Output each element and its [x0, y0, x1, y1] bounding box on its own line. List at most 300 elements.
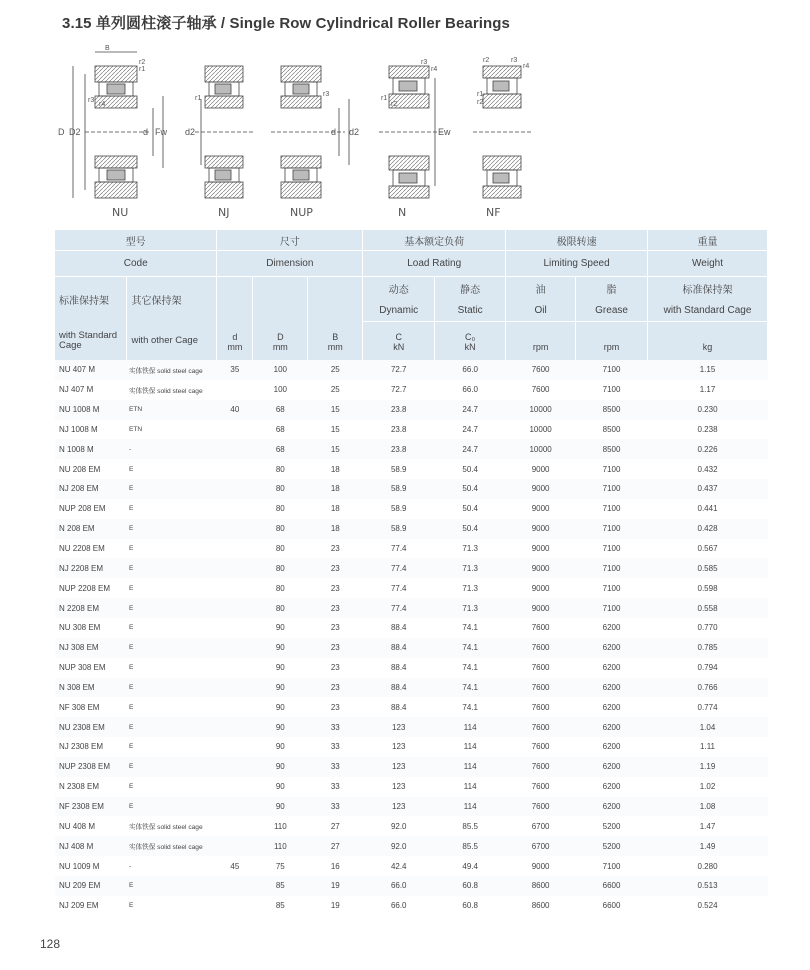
cell-B: 18	[330, 464, 340, 474]
cell-code: NU 2208 EM	[59, 544, 105, 554]
cell-C: 77.4	[363, 558, 435, 578]
header-load-en: Load Rating	[363, 251, 506, 277]
cell-oil-speed: 6700	[506, 836, 576, 856]
cell-D: 110	[253, 836, 308, 856]
cell-B: 33	[308, 757, 363, 777]
cell-other-cage: -	[128, 862, 132, 870]
cell-B: 23	[330, 702, 340, 712]
table-row	[55, 499, 768, 519]
cell-C: 23.8	[363, 400, 435, 420]
cell-D: 90	[253, 757, 308, 777]
cell-C: 88.4	[390, 702, 407, 712]
cell-other-cage: E	[128, 545, 134, 553]
table-row	[55, 896, 768, 916]
cell-weight: 0.558	[648, 598, 768, 618]
cell-d	[217, 678, 253, 698]
cell-B: 23	[308, 558, 363, 578]
cell-other-cage: E	[127, 757, 217, 777]
cell-oil-speed: 7600	[531, 742, 550, 752]
cell-C: 66.0	[390, 901, 407, 911]
cell-other-cage: 实体铁保 solid steel cage	[128, 824, 203, 832]
cell-grease-speed: 5200	[576, 836, 648, 856]
cell-other-cage: ETN	[128, 425, 143, 433]
header-speed-en: Limiting Speed	[506, 251, 648, 277]
cell-C: 92.0	[363, 836, 435, 856]
cell-weight: 1.02	[699, 782, 716, 792]
nf-dim-r1: r1	[477, 91, 484, 98]
cell-oil-speed: 9000	[531, 861, 550, 871]
drawing-label-nup: NUP	[290, 206, 313, 219]
cell-other-cage: E	[127, 598, 217, 618]
unit-weight: kg	[648, 342, 768, 360]
cell-d	[217, 598, 253, 618]
cell-C0: 114	[435, 717, 506, 737]
cell-d	[217, 638, 253, 658]
nf-dim-r3: r3	[511, 57, 518, 64]
cell-weight: 1.15	[648, 360, 768, 380]
table-row	[55, 797, 768, 817]
cell-B: 33	[330, 742, 340, 752]
header-model-en: Code	[55, 251, 217, 277]
table-row	[55, 678, 768, 698]
cell-C0: 24.7	[435, 400, 506, 420]
cell-oil-speed: 9000	[506, 519, 576, 539]
cell-D: 80	[275, 464, 285, 474]
cell-B: 19	[330, 901, 340, 911]
cell-B: 18	[308, 519, 363, 539]
n-dim-r4: r4	[431, 66, 438, 73]
dim-label-r1: r1	[139, 66, 146, 73]
cell-grease-speed: 7100	[576, 479, 648, 499]
cell-d	[217, 420, 253, 440]
cell-B: 33	[330, 782, 340, 792]
n-dim-ew: Ew	[438, 127, 451, 137]
cell-C: 42.4	[390, 861, 407, 871]
cell-weight: 0.770	[697, 623, 718, 633]
dim-label-d: d	[143, 127, 149, 137]
header-weight-std-zh: 标准保持架	[648, 277, 768, 300]
symbol-d: d	[217, 322, 253, 343]
cell-d	[217, 618, 253, 638]
cell-D: 85	[275, 901, 285, 911]
n-dim-r2: r2	[391, 101, 398, 108]
cell-other-cage: -	[127, 439, 217, 459]
cell-d	[217, 439, 253, 459]
cell-d	[217, 797, 253, 817]
cell-D: 80	[253, 598, 308, 618]
cell-code: NUP 2208 EM	[59, 583, 110, 593]
cell-C0: 74.1	[435, 638, 506, 658]
cell-grease-speed: 6200	[602, 623, 621, 633]
cell-weight: 1.17	[699, 385, 716, 395]
cell-C0: 74.1	[435, 678, 506, 698]
cell-D: 80	[253, 558, 308, 578]
cell-C: 23.8	[390, 424, 407, 434]
cell-oil-speed: 8600	[531, 901, 550, 911]
cell-other-cage: E	[127, 678, 217, 698]
nf-dim-r4: r4	[523, 63, 530, 70]
cell-C0: 24.7	[435, 439, 506, 459]
nf-drawing	[473, 66, 533, 198]
header-other-cage-en: with other Cage	[127, 322, 217, 361]
cell-D: 90	[275, 663, 285, 673]
table-row	[55, 519, 768, 539]
header-weight-std-en: with Standard Cage	[648, 299, 768, 322]
cell-oil-speed: 7600	[506, 638, 576, 658]
cell-other-cage: 实体铁保 solid steel cage	[128, 387, 203, 395]
cell-oil-speed: 7600	[531, 623, 550, 633]
cell-other-cage: E	[128, 664, 134, 672]
nup-drawing	[271, 66, 349, 198]
cell-oil-speed: 9000	[531, 544, 550, 554]
header-std-cage-en: with Standard Cage	[55, 322, 127, 361]
cell-grease-speed: 6200	[602, 663, 621, 673]
cell-other-cage: E	[127, 519, 217, 539]
cell-D: 90	[275, 742, 285, 752]
unit-C0: kN	[435, 342, 506, 360]
cell-D: 100	[253, 360, 308, 380]
table-row	[55, 539, 768, 559]
cell-C0: 114	[463, 782, 477, 792]
cell-D: 80	[275, 504, 285, 514]
cell-weight: 0.280	[697, 861, 718, 871]
cell-B: 23	[308, 678, 363, 698]
cell-code: NUP 208 EM	[59, 504, 106, 514]
cell-B: 23	[330, 544, 340, 554]
n-dim-r1: r1	[381, 95, 388, 102]
unit-oil: rpm	[506, 342, 576, 360]
table-row	[55, 717, 768, 737]
cell-C: 123	[363, 757, 435, 777]
nj-dim-r1: r1	[195, 95, 202, 102]
cell-B: 18	[330, 504, 340, 514]
cell-code: NJ 209 EM	[59, 901, 99, 911]
table-row	[55, 777, 768, 797]
cell-code: NF 308 EM	[59, 702, 100, 712]
cell-oil-speed: 10000	[529, 424, 552, 434]
cell-C: 77.4	[363, 598, 435, 618]
drawing-label-nf: NF	[486, 206, 501, 219]
cell-C: 92.0	[390, 821, 407, 831]
cell-d	[217, 558, 253, 578]
table-row	[55, 757, 768, 777]
table-row	[55, 360, 768, 380]
table-row	[55, 400, 768, 420]
dim-label-r4: r4	[99, 101, 106, 108]
cell-D: 90	[253, 678, 308, 698]
drawing-label-nu: NU	[112, 206, 129, 219]
cell-weight: 0.226	[648, 439, 768, 459]
cell-weight: 1.19	[648, 757, 768, 777]
dim-label-fw: Fw	[155, 127, 167, 137]
cell-code: N 2208 EM	[55, 598, 127, 618]
dim-label-b: B	[105, 45, 110, 52]
cell-grease-speed: 6600	[602, 901, 621, 911]
page-title: 3.15 单列圆柱滚子轴承 / Single Row Cylindrical Roller Bearings	[62, 15, 510, 32]
cell-oil-speed: 9000	[531, 583, 550, 593]
symbol-C0: C₀	[435, 322, 506, 343]
cell-C0: 114	[435, 757, 506, 777]
cell-B: 27	[330, 821, 340, 831]
cell-C0: 114	[463, 742, 477, 752]
cell-C: 88.4	[363, 638, 435, 658]
header-static-zh: 静态	[435, 277, 506, 300]
cell-grease-speed: 6200	[576, 717, 648, 737]
unit-B: mm	[308, 342, 363, 360]
cell-C0: 60.8	[435, 876, 506, 896]
bearing-drawings	[55, 44, 575, 229]
cell-other-cage: E	[127, 876, 217, 896]
cell-weight: 1.47	[699, 821, 716, 831]
cell-C0: 85.5	[462, 821, 478, 831]
cell-B: 15	[308, 400, 363, 420]
cell-oil-speed: 7600	[506, 757, 576, 777]
cell-C: 23.8	[363, 439, 435, 459]
cell-other-cage: ETN	[127, 400, 217, 420]
table-row	[55, 816, 768, 836]
cell-weight: 1.49	[648, 836, 768, 856]
table-row	[55, 420, 768, 440]
table-row	[55, 618, 768, 638]
cell-oil-speed: 9000	[531, 464, 550, 474]
cell-C0: 66.0	[435, 360, 506, 380]
cell-weight: 1.11	[700, 742, 715, 752]
header-grease-zh: 脂	[576, 277, 648, 300]
unit-C: kN	[363, 342, 435, 360]
cell-d	[217, 816, 253, 836]
cell-oil-speed: 9000	[506, 479, 576, 499]
cell-D: 80	[253, 519, 308, 539]
cell-d	[217, 578, 253, 598]
table-row	[55, 836, 768, 856]
cell-weight: 0.774	[697, 702, 718, 712]
cell-weight: 0.238	[697, 424, 718, 434]
cell-d	[217, 519, 253, 539]
cell-B: 15	[308, 439, 363, 459]
cell-C: 88.4	[390, 623, 407, 633]
cell-oil-speed: 7600	[531, 385, 550, 395]
cell-d	[217, 539, 253, 559]
drawing-label-nj: NJ	[218, 206, 230, 219]
cell-code: NF 2308 EM	[55, 797, 127, 817]
cell-d: 45	[230, 861, 240, 871]
cell-oil-speed: 7600	[506, 797, 576, 817]
cell-weight: 0.585	[648, 558, 768, 578]
cell-C: 58.9	[390, 504, 407, 514]
cell-d	[217, 876, 253, 896]
cell-d	[217, 896, 253, 916]
cell-grease-speed: 6200	[602, 702, 621, 712]
cell-other-cage: E	[127, 797, 217, 817]
cell-weight: 0.785	[648, 638, 768, 658]
nup-dim-r3: r3	[323, 91, 330, 98]
cell-other-cage: E	[127, 638, 217, 658]
cell-C: 77.4	[390, 583, 407, 593]
cell-weight: 0.428	[648, 519, 768, 539]
cell-C0: 71.3	[435, 598, 506, 618]
cell-C: 66.0	[363, 876, 435, 896]
cell-weight: 0.437	[648, 479, 768, 499]
cell-code: N 2308 EM	[59, 782, 100, 792]
header-speed-zh: 极限转速	[506, 230, 648, 251]
cell-D: 80	[275, 583, 285, 593]
table-body	[55, 360, 768, 916]
cell-oil-speed: 10000	[506, 400, 576, 420]
cell-oil-speed: 7600	[531, 663, 550, 673]
cell-code: NU 408 M	[59, 821, 96, 831]
cell-B: 33	[308, 717, 363, 737]
cell-C: 123	[363, 797, 435, 817]
cell-B: 23	[330, 623, 340, 633]
cell-B: 16	[330, 861, 340, 871]
cell-B: 23	[330, 663, 340, 673]
cell-weight: 0.524	[697, 901, 718, 911]
table-row	[55, 578, 768, 598]
cell-grease-speed: 6200	[602, 742, 621, 752]
n-dim-r3: r3	[421, 59, 428, 66]
header-grease-en: Grease	[576, 299, 648, 322]
nup-dim-d2: d2	[349, 127, 360, 137]
unit-d: mm	[217, 342, 253, 360]
cell-d	[217, 459, 253, 479]
cell-other-cage: 实体铁保 solid steel cage	[127, 360, 217, 380]
cell-weight: 0.598	[697, 583, 718, 593]
cell-code: N 208 EM	[55, 519, 127, 539]
cell-C0: 74.1	[462, 663, 478, 673]
nj-drawing	[195, 66, 253, 198]
cell-D: 75	[275, 861, 285, 871]
cell-grease-speed: 6200	[576, 678, 648, 698]
cell-other-cage: E	[127, 717, 217, 737]
cell-oil-speed: 9000	[531, 504, 550, 514]
dim-label-d-outer: D	[58, 127, 65, 137]
table-row	[55, 658, 768, 678]
cell-code: NU 1009 M	[59, 861, 100, 871]
cell-C0: 74.1	[462, 623, 478, 633]
cell-code: NUP 308 EM	[59, 663, 106, 673]
cell-D: 90	[253, 717, 308, 737]
n-drawing	[379, 66, 445, 198]
page-number: 128	[40, 937, 61, 951]
table-row	[55, 856, 768, 876]
cell-B: 33	[308, 797, 363, 817]
table-row	[55, 459, 768, 479]
cell-weight: 0.441	[697, 504, 718, 514]
cell-other-cage: E	[128, 902, 134, 910]
table-row	[55, 479, 768, 499]
table-row	[55, 876, 768, 896]
cell-C0: 50.4	[462, 464, 478, 474]
table-row	[55, 439, 768, 459]
cell-C0: 71.3	[462, 583, 478, 593]
cell-C0: 24.7	[462, 424, 478, 434]
cell-C: 77.4	[390, 544, 407, 554]
cell-weight: 0.230	[648, 400, 768, 420]
cell-C: 58.9	[390, 464, 407, 474]
cell-code: NJ 2308 EM	[59, 742, 104, 752]
symbol-C: C	[363, 322, 435, 343]
cell-code: N 308 EM	[55, 678, 127, 698]
table-row	[55, 598, 768, 618]
cell-code: NJ 208 EM	[55, 479, 127, 499]
cell-code: NJ 2208 EM	[55, 558, 127, 578]
header-model-zh: 型号	[55, 230, 217, 251]
cell-d	[217, 836, 253, 856]
cell-code: NU 407 M	[55, 360, 127, 380]
header-static-en: Static	[435, 299, 506, 322]
cell-d: 40	[217, 400, 253, 420]
cell-C0: 49.4	[462, 861, 478, 871]
cell-code: NU 1008 M	[55, 400, 127, 420]
cell-C: 58.9	[363, 479, 435, 499]
table-row	[55, 737, 768, 757]
cell-other-cage: E	[127, 558, 217, 578]
cell-oil-speed: 7600	[506, 678, 576, 698]
cell-D: 90	[275, 782, 285, 792]
cell-C: 123	[392, 782, 406, 792]
cell-grease-speed: 6200	[602, 782, 621, 792]
cell-d	[217, 479, 253, 499]
header-dimension-en: Dimension	[217, 251, 363, 277]
cell-oil-speed: 9000	[506, 598, 576, 618]
cell-D: 90	[253, 797, 308, 817]
cell-D: 110	[273, 821, 287, 831]
header-dynamic-zh: 动态	[363, 277, 435, 300]
cell-weight: 0.513	[648, 876, 768, 896]
header-std-cage-zh: 标准保持架	[55, 277, 127, 322]
cell-other-cage: E	[128, 783, 134, 791]
symbol-D: D	[253, 322, 308, 343]
cell-oil-speed: 7600	[531, 702, 550, 712]
cell-B: 25	[330, 385, 340, 395]
nf-dim-r2b: r2	[477, 99, 484, 106]
cell-grease-speed: 8500	[602, 424, 621, 434]
header-dimension-zh: 尺寸	[217, 230, 363, 251]
cell-D: 90	[275, 623, 285, 633]
cell-weight: 0.567	[697, 544, 718, 554]
cell-d	[217, 380, 253, 400]
nf-dim-r2: r2	[483, 57, 490, 64]
unit-D: mm	[253, 342, 308, 360]
cell-grease-speed: 7100	[602, 464, 621, 474]
cell-grease-speed: 5200	[602, 821, 621, 831]
cell-C0: 114	[435, 797, 506, 817]
cell-d	[217, 737, 253, 757]
cell-other-cage: E	[128, 505, 134, 513]
header-other-cage-zh: 其它保持架	[127, 277, 217, 322]
cell-other-cage: 实体铁保 solid steel cage	[127, 836, 217, 856]
cell-grease-speed: 7100	[576, 360, 648, 380]
cell-code: N 1008 M	[55, 439, 127, 459]
cell-code: NU 209 EM	[55, 876, 127, 896]
cell-grease-speed: 8500	[576, 400, 648, 420]
cell-D: 80	[275, 544, 285, 554]
cell-other-cage: E	[128, 743, 134, 751]
cell-oil-speed: 7600	[531, 782, 550, 792]
cell-code: NU 2308 EM	[55, 717, 127, 737]
header-dynamic-en: Dynamic	[363, 299, 435, 322]
cell-C: 123	[392, 742, 406, 752]
cell-oil-speed: 8600	[506, 876, 576, 896]
cell-weight: 0.794	[697, 663, 718, 673]
cell-grease-speed: 7100	[602, 583, 621, 593]
cell-code: NU 308 EM	[59, 623, 101, 633]
cell-C0: 66.0	[462, 385, 478, 395]
cell-weight: 1.04	[648, 717, 768, 737]
cell-oil-speed: 10000	[506, 439, 576, 459]
drawing-label-n: N	[398, 206, 407, 219]
cell-code: NJ 308 EM	[55, 638, 127, 658]
